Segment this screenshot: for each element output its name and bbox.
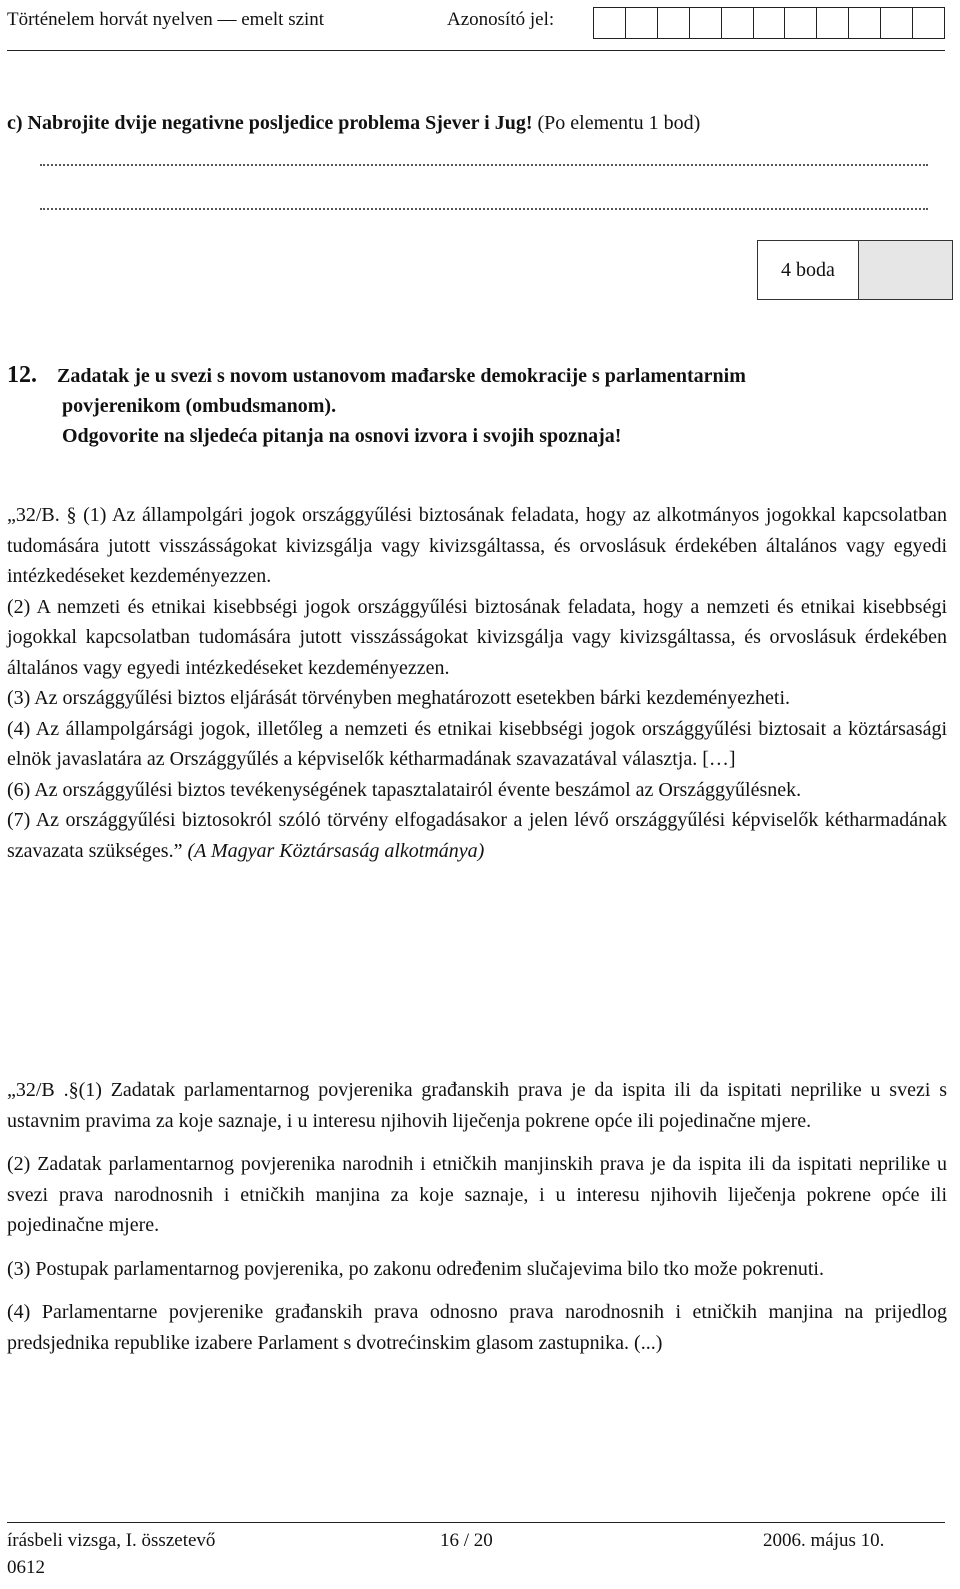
score-label: 4 boda xyxy=(758,241,859,299)
source-hr-paragraph-1: „32/B .§(1) Zadatak parlamentarnog povjerenika građanskih prava je da ispita ili da ispitati neprilike u svezi s ustavnim pravima za koje saznaje, i u interesu njihovih liječenja pokrene opće ili pojedinačne mjere. xyxy=(7,1079,947,1132)
source-hungarian xyxy=(7,500,947,866)
source-citation: (A Magyar Köztársaság alkotmánya) xyxy=(182,839,485,862)
id-cell[interactable] xyxy=(881,8,913,38)
question-c-points: (Po elementu 1 bod) xyxy=(532,112,701,134)
id-label: Azonosító jel: xyxy=(447,9,555,30)
source-hu-paragraph-5: (6) Az országgyűlési biztos tevékenységének tapasztalatairól évente beszámol az Országgyűlésnek. xyxy=(7,778,802,801)
id-cell[interactable] xyxy=(690,8,722,38)
task-intro-1: Zadatak je u svezi s novom ustanovom mađarske demokracije s parlamentarnim xyxy=(57,365,746,387)
task-intro-2: povjerenikom (ombudsmanom). xyxy=(62,395,337,417)
id-cell[interactable] xyxy=(754,8,786,38)
id-cell[interactable] xyxy=(817,8,849,38)
id-cell[interactable] xyxy=(785,8,817,38)
source-croatian xyxy=(7,1075,947,1371)
id-cell[interactable] xyxy=(913,8,944,38)
id-boxes[interactable] xyxy=(593,7,945,39)
answer-line-2[interactable] xyxy=(40,208,928,210)
footer-rule xyxy=(7,1522,945,1523)
source-hu-paragraph-2: (2) A nemzeti és etnikai kisebbségi jogok országgyűlési biztosának feladata, hogy a nemzeti és etnikai kisebbségi jogokkal kapcsolatban tudomására jutott visszásságokat kivizsgálja vagy kivizsgáltassa, és orvoslásuk érdekében általános vagy egyedi intézkedéseket kezdeményezzen. xyxy=(7,595,947,679)
task-12 xyxy=(7,360,947,451)
task-number: 12. xyxy=(7,362,37,388)
source-hr-paragraph-2: (2) Zadatak parlamentarnog povjerenika narodnih i etničkih manjinskih prava je da ispita ili da ispitati neprilike u svezi prava narodnosnih i etničkih manjina za koje saznaje, i u interesu njihovih liječenja pokrene opće ili pojedinačne mjere. xyxy=(7,1153,947,1236)
source-hu-paragraph-4: (4) Az állampolgársági jogok, illetőleg a nemzeti és etnikai kisebbségi jogok országgyűlési biztosait a köztársasági elnök javaslatára az Országgyűlés a képviselők kétharmadának szavazatával választja. […] xyxy=(7,717,947,770)
id-cell[interactable] xyxy=(849,8,881,38)
source-hu-paragraph-1: „32/B. § (1) Az állampolgári jogok országgyűlési biztosának feladata, hogy az alkotmányos jogokkal kapcsolatban tudomására jutott visszásságokat kivizsgálja vagy kivizsgáltassa, és orvoslásuk érdekében általános vagy egyedi intézkedéseket kezdeményezzen. xyxy=(7,504,947,587)
id-cell[interactable] xyxy=(722,8,754,38)
source-hr-paragraph-3: (3) Postupak parlamentarnog povjerenika, po zakonu određenim slučajevima bilo tko može pokrenuti. xyxy=(7,1257,824,1280)
score-box xyxy=(757,240,953,300)
source-hu-paragraph-3: (3) Az országgyűlési biztos eljárását törvényben meghatározott esetekben bárki kezdeményezheti. xyxy=(7,687,791,709)
id-cell[interactable] xyxy=(626,8,658,38)
footer-code: 0612 xyxy=(7,1557,45,1578)
header-title: Történelem horvát nyelven — emelt szint xyxy=(7,9,325,30)
task-intro-3: Odgovorite na sljedeća pitanja na osnovi izvora i svojih spoznaja! xyxy=(62,425,622,447)
source-hr-paragraph-4: (4) Parlamentarne povjerenike građanskih prava odnosno prava narodnosnih i etničkih manjina na prijedlog predsjednika republike izabere Parlament s dvotrećinskim glasom zastupnika. (...) xyxy=(7,1301,947,1354)
answer-line-1[interactable] xyxy=(40,164,928,166)
source-hu-paragraph-6 xyxy=(7,805,947,866)
id-cell[interactable] xyxy=(594,8,626,38)
footer-exam-label: írásbeli vizsga, I. összetevő xyxy=(7,1530,216,1551)
footer-date: 2006. május 10. xyxy=(763,1530,885,1551)
score-field[interactable] xyxy=(859,241,952,299)
source-hu-paragraph-6-text: (7) Az országgyűlési biztosokról szóló törvény elfogadásakor a jelen lévő országgyűlési képviselők kétharmadának szavazata szükséges.” xyxy=(7,809,947,862)
id-cell[interactable] xyxy=(658,8,690,38)
footer-page-number: 16 / 20 xyxy=(440,1530,493,1551)
header-rule xyxy=(7,50,945,51)
question-c xyxy=(7,112,700,135)
question-c-text: c) Nabrojite dvije negativne posljedice problema Sjever i Jug! xyxy=(7,112,533,134)
